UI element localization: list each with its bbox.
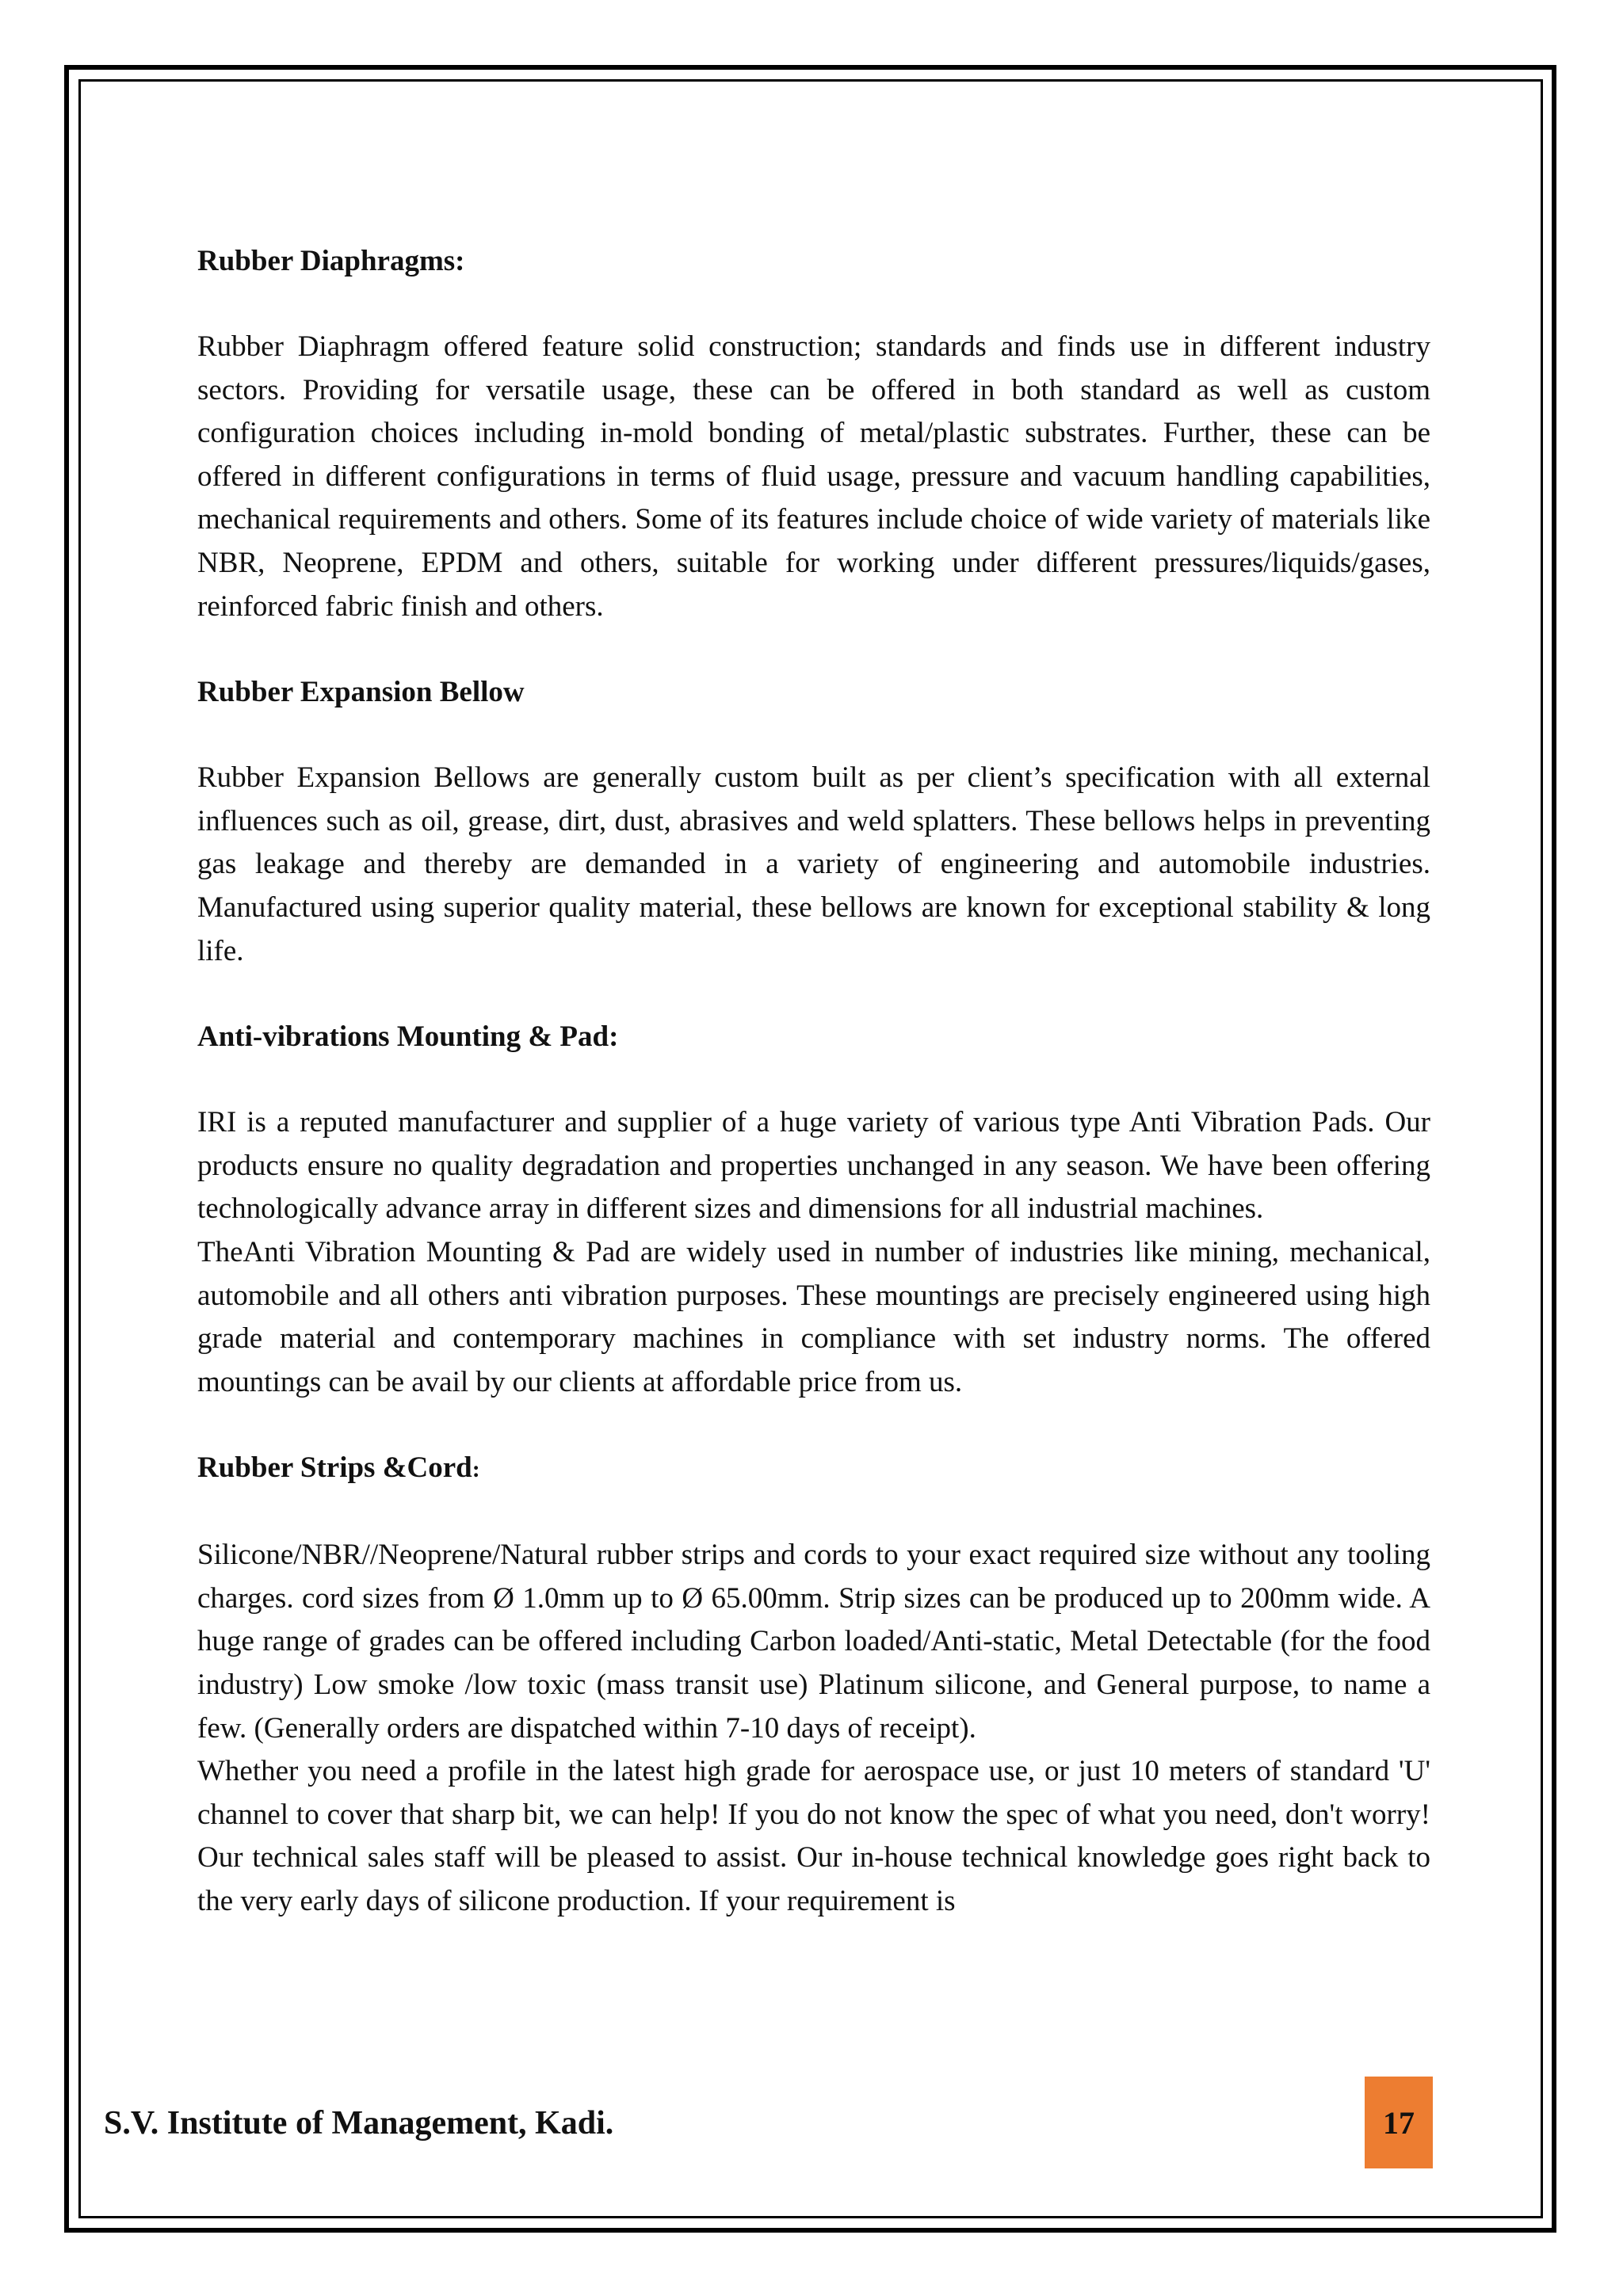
page-number: 17 (1383, 2104, 1415, 2141)
section-paragraph: Silicone/NBR//Neoprene/Natural rubber strips and cords to your exact required size without any tooling charges. cord sizes from Ø 1.0mm up to Ø 65.00mm. Strip sizes can be produced up to 200mm wide. A huge range of grades can be offered including Carbon loaded/Anti-static, Metal Detectable (for the food industry) Low smoke /low toxic (mass transit use) Platinum silicone, and General purpose, to name a few. (Generally orders are dispatched within 7-10 days of receipt). (197, 1539, 1430, 1745)
footer-institute-name: S.V. Institute of Management, Kadi. (104, 2105, 614, 2142)
section-paragraph: TheAnti Vibration Mounting & Pad are widely used in number of industries like mining, mechanical, automobile and all others anti vibration purposes. These mountings are precisely engineered using high grade material and contemporary machines in compliance with set industry norms. The offered mountings can be avail by our clients at affordable price from us. (197, 1235, 1430, 1398)
page-content (197, 240, 1430, 1924)
section-heading-rubber-diaphragms: Rubber Diaphragms: (197, 245, 465, 277)
section-heading-anti-vibrations: Anti-vibrations Mounting & Pad: (197, 1020, 619, 1054)
section-paragraph: Whether you need a profile in the latest high grade for aerospace use, or just 10 meters of standard 'U' channel to cover that sharp bit, we can help! If you do not know the spec of what you need, don't worry! Our technical sales staff will be pleased to assist. Our in-house technical knowledge goes right back to the very early days of silicone production. If your requirement is (197, 1755, 1430, 1918)
section-heading-rubber-strips (197, 1447, 1430, 1491)
page-number-badge (1365, 2077, 1433, 2168)
section-paragraph: Rubber Expansion Bellows are generally custom built as per client’s specification with all external influences such as oil, grease, dirt, dust, abrasives and weld splatters. These bellows helps in preventing gas leakage and thereby are demanded in a variety of engineering and automobile industries. Manufactured using superior quality material, these bellows are known for exceptional stability & long life. (197, 761, 1430, 967)
section-heading-rubber-expansion-bellow: Rubber Expansion Bellow (197, 676, 525, 709)
heading-suffix: : (472, 1456, 480, 1483)
heading-text: Rubber Strips &Cord (197, 1451, 472, 1485)
section-paragraph: IRI is a reputed manufacturer and supplier of a huge variety of various type Anti Vibration Pads. Our products ensure no quality degradation and properties unchanged in any season. We have been offering technologically advance array in different sizes and dimensions for all industrial machines. (197, 1106, 1430, 1226)
section-paragraph: Rubber Diaphragm offered feature solid construction; standards and finds use in different industry sectors. Providing for versatile usage, these can be offered in both standard as well as custom configuration choices including in-mold bonding of metal/plastic substrates. Further, these can be offered in different configurations in terms of fluid usage, pressure and vacuum handling capabilities, mechanical requirements and others. Some of its features include choice of wide variety of materials like NBR, Neoprene, EPDM and others, suitable for working under different pressures/liquids/gases, reinforced fabric finish and others. (197, 330, 1430, 623)
